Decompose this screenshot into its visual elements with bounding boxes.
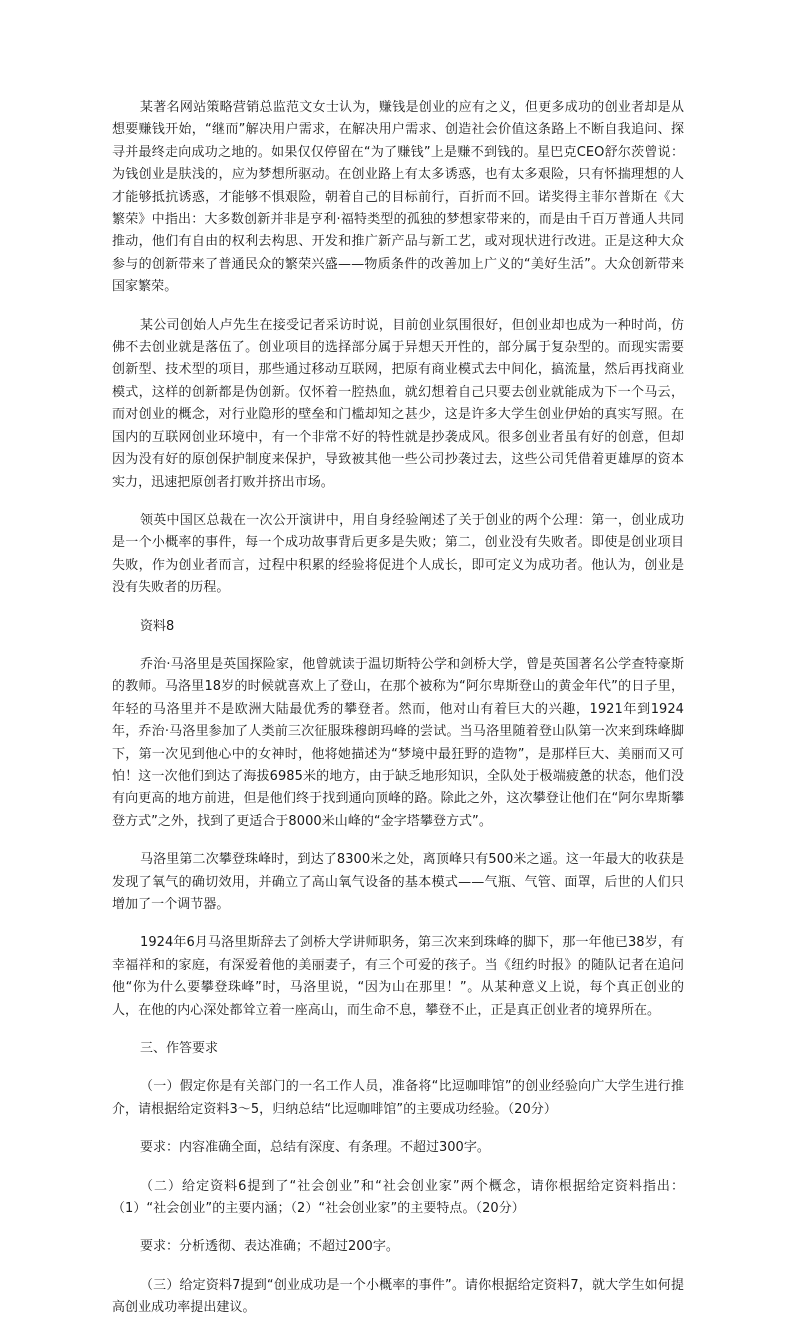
question-paragraph: （三）给定资料7提到“创业成功是一个小概率的事件”。请你根据给定资料7，就大学生如何提高创业成功率提出建议。: [112, 1277, 684, 1316]
requirement-text: 要求：分析透彻、表达准确；不超过200字。: [140, 1239, 399, 1255]
section-heading: 三、作答要求: [140, 1041, 219, 1057]
document-body: [112, 97, 684, 1320]
section-label: 资料8: [140, 618, 175, 634]
paragraph: 某著名网站策略营销总监范文女士认为，赚钱是创业的应有之义，但更多成功的创业者却是从想要赚钱开始，“继而”解决用户需求，在解决用户需求、创造社会价值这条路上不断自我追问、探寻并最终走向成功之地的。如果仅仅停留在“为了赚钱”上是赚不到钱的。星巴克CEO舒尔茨曾说：为钱创业是肤浅的，应为梦想所驱动。在创业路上有太多诱惑，也有太多艰险，只有怀揣理想的人才能够抵抗诱惑，才能够不惧艰险，朝着自己的目标前行，百折而不回。诺奖得主菲尔普斯在《大繁荣》中指出：大多数创新并非是亨利·福特类型的孤独的梦想家带来的，而是由千百万普通人共同推动，他们有自由的权利去构思、开发和推广新产品与新工艺，或对现状进行改进。正是这种大众参与的创新带来了普通民众的繁荣兴盛——物质条件的改善加上广义的“美好生活”。大众创新带来国家繁荣。: [112, 100, 684, 295]
paragraph: 马洛里第二次攀登珠峰时，到达了8300米之处，离顶峰只有500米之遥。这一年最大的收获是发现了氧气的确切效用，并确立了高山氧气设备的基本模式——气瓶、气管、面罩，后世的人们只增加了一个调节器。: [112, 852, 684, 912]
paragraph: 乔治·马洛里是英国探险家，他曾就读于温切斯特公学和剑桥大学，曾是英国著名公学查特豪斯的教师。马洛里18岁的时候就喜欢上了登山，在那个被称为“阿尔卑斯登山的黄金年代”的日子里，年轻的马洛里并不是欧洲大陆最优秀的攀登者。然而，他对山有着巨大的兴趣，1921年到1924年，乔治·马洛里参加了人类前三次征服珠穆朗玛峰的尝试。当马洛里随着登山队第一次来到珠峰脚下，第一次见到他心中的女神时，他将她描述为“梦境中最狂野的造物”，是那样巨大、美丽而又可怕！这一次他们到达了海拔6985米的地方，由于缺乏地形知识，全队处于极端疲惫的状态，他们没有向更高的地方前进，但是他们终于找到通向顶峰的路。除此之外，这次攀登让他们在“阿尔卑斯攀登方式”之外，找到了更适合于8000米山峰的“金字塔攀登方式”。: [112, 656, 684, 829]
requirement-text: 要求：内容准确全面，总结有深度、有条理。不超过300字。: [140, 1140, 490, 1156]
paragraph: 领英中国区总裁在一次公开演讲中，用自身经验阐述了关于创业的两个公理：第一，创业成功是一个小概率的事件，每一个成功故事背后更多是失败；第二，创业没有失败者。即使是创业项目失败，作为创业者而言，过程中积累的经验将促进个人成长，即可定义为成功者。他认为，创业是没有失败者的历程。: [112, 512, 684, 596]
question-paragraph: （一）假定你是有关部门的一名工作人员，准备将“比逗咖啡馆”的创业经验向广大学生进行推介，请根据给定资料3～5，归纳总结“比逗咖啡馆”的主要成功经验。（20分）: [112, 1079, 684, 1117]
paragraph: 1924年6月马洛里斯辞去了剑桥大学讲师职务，第三次来到珠峰的脚下，那一年他已38岁，有幸福祥和的家庭，有深爱着他的美丽妻子，有三个可爱的孩子。当《纽约时报》的随队记者在追问他“你为什么要攀登珠峰”时，马洛里说，“因为山在那里！”。从某种意义上说，每个真正创业的人，在他的内心深处都耸立着一座高山，而生命不息，攀登不止，正是真正创业者的境界所在。: [112, 935, 684, 1018]
paragraph: 某公司创始人卢先生在接受记者采访时说，目前创业氛围很好，但创业却也成为一种时尚，仿佛不去创业就是落伍了。创业项目的选择部分属于异想天开性的，部分属于复杂型的。而现实需要创新型、技术型的项目，那些通过移动互联网，把原有商业模式去中间化，搞流量，然后再找商业模式，这样的创新都是伪创新。仅怀着一腔热血，就幻想着自己只要去创业就能成为下一个马云，而对创业的概念，对行业隐形的壁垒和门槛却知之甚少，这是许多大学生创业伊始的真实写照。在国内的互联网创业环境中，有一个非常不好的特性就是抄袭成风。很多创业者虽有好的创意，但却因为没有好的原创保护制度来保护，导致被其他一些公司抄袭过去，这些公司凭借着更雄厚的资本实力，迅速把原创者打败并挤出市场。: [112, 317, 684, 490]
question-paragraph: （二）给定资料6提到了“社会创业”和“社会创业家”两个概念，请你根据给定资料指出：（1）“社会创业”的主要内涵；（2）“社会创业家”的主要特点。（20分）: [112, 1178, 684, 1217]
